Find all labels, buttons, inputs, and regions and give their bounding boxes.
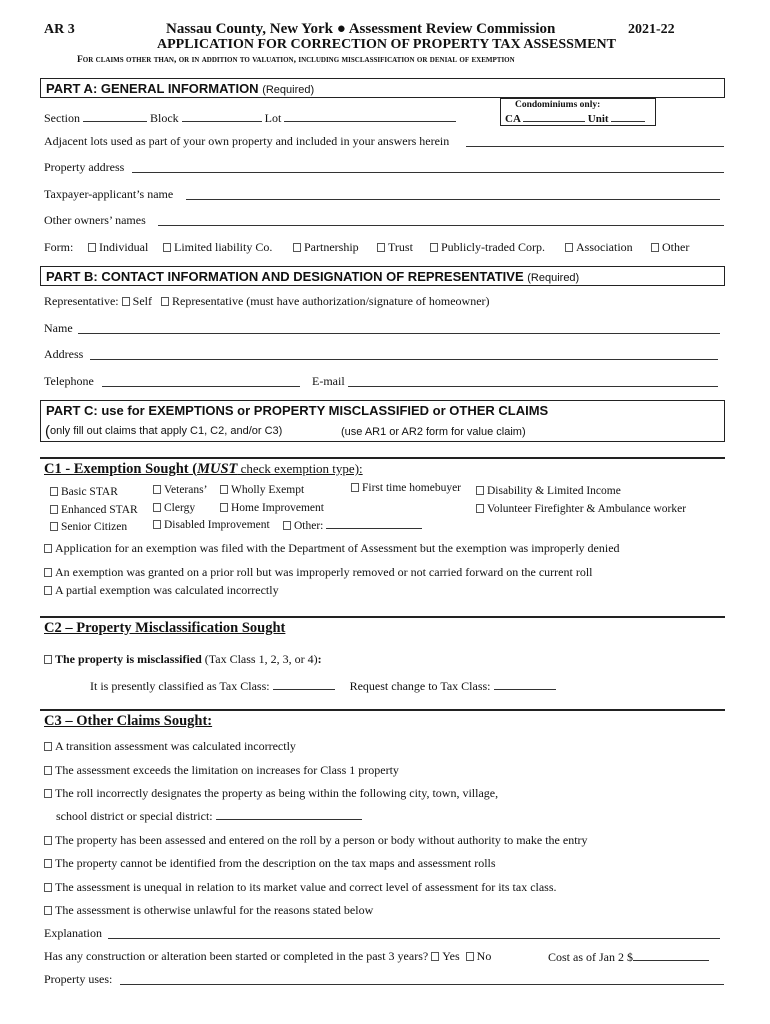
telephone-label: Telephone xyxy=(44,374,94,388)
c1-divider xyxy=(40,457,725,459)
c3-school-row xyxy=(56,808,362,824)
c3-claim-authority[interactable]: The property has been assessed and entered on the roll by a person or body without authority to make the entry xyxy=(44,833,588,848)
property-uses-label: Property uses: xyxy=(44,972,113,986)
checkbox-icon[interactable] xyxy=(153,485,161,494)
other-owners-field[interactable] xyxy=(158,225,724,226)
checkbox-icon[interactable] xyxy=(283,521,291,530)
checkbox-icon[interactable] xyxy=(44,586,52,595)
form-title: APPLICATION FOR CORRECTION OF PROPERTY TAX ASSESSMENT xyxy=(157,37,616,52)
c3-school-label: school district or special district: xyxy=(56,809,213,823)
checkbox-icon[interactable] xyxy=(50,487,58,496)
c1-volunteer-firefighter[interactable]: Volunteer Firefighter & Ambulance worker xyxy=(476,500,686,518)
c2-request-field[interactable] xyxy=(494,678,556,690)
checkbox-icon[interactable] xyxy=(651,243,659,252)
c2-misclassified[interactable]: The property is misclassified (Tax Class 1, 2, 3, or 4): xyxy=(44,652,322,667)
checkbox-icon[interactable] xyxy=(50,505,58,514)
name-label: Name xyxy=(44,321,73,335)
checkbox-icon[interactable] xyxy=(44,789,52,798)
taxpayer-label: Taxpayer-applicant’s name xyxy=(44,187,174,201)
part-c-note-right: (use AR1 or AR2 form for value claim) xyxy=(341,426,526,438)
cost-label: Cost as of Jan 2 $ xyxy=(548,950,633,964)
checkbox-icon[interactable] xyxy=(44,836,52,845)
c1-disabled-improvement[interactable]: Disabled Improvement xyxy=(153,517,270,535)
c1-home-improvement[interactable]: Home Improvement xyxy=(220,500,422,518)
checkbox-icon[interactable] xyxy=(220,485,228,494)
part-a-header xyxy=(40,78,725,98)
c3-claim-unequal[interactable]: The assessment is unequal in relation to its market value and correct level of assessment for its tax class. xyxy=(44,880,557,895)
c1-basic-star[interactable]: Basic STAR xyxy=(50,484,138,502)
checkbox-icon[interactable] xyxy=(50,522,58,531)
checkbox-icon[interactable] xyxy=(377,243,385,252)
representative-row xyxy=(44,294,490,309)
checkbox-icon[interactable] xyxy=(122,297,130,306)
rep-self-option: Self xyxy=(132,294,152,308)
c1-first-time-homebuyer[interactable]: First time homebuyer xyxy=(351,482,461,494)
condo-unit-field[interactable] xyxy=(611,112,645,122)
form-type-label: Form: xyxy=(44,240,74,254)
c3-claim-identified[interactable]: The property cannot be identified from the description on the tax maps and assessment rolls xyxy=(44,856,496,871)
other-owners-label: Other owners’ names xyxy=(44,213,146,227)
checkbox-icon[interactable] xyxy=(466,952,474,961)
form-option-individual[interactable]: Individual xyxy=(88,240,148,255)
form-option-trust[interactable]: Trust xyxy=(377,240,413,255)
c3-claim-designation[interactable]: The roll incorrectly designates the property as being within the following city, town, village, xyxy=(44,786,498,801)
address-label: Address xyxy=(44,347,84,361)
lot-label: Lot xyxy=(264,111,282,125)
c3-claim-limitation[interactable]: The assessment exceeds the limitation on increases for Class 1 property xyxy=(44,763,399,778)
form-subtitle: For claims other than, or in addition to valuation, including misclassification or denial of exemption xyxy=(77,55,515,65)
cost-row xyxy=(548,949,709,965)
checkbox-icon[interactable] xyxy=(220,503,228,512)
checkbox-icon[interactable] xyxy=(565,243,573,252)
checkbox-icon[interactable] xyxy=(44,655,52,664)
c1-title: C1 - Exemption Sought (MUST check exemption type): xyxy=(44,461,363,477)
checkbox-icon[interactable] xyxy=(153,520,161,529)
condo-ca-field[interactable] xyxy=(523,112,585,122)
sbl-row xyxy=(44,110,456,126)
c3-school-field[interactable] xyxy=(216,808,362,820)
lot-field[interactable] xyxy=(284,110,456,122)
c1-clergy[interactable]: Clergy xyxy=(153,500,270,518)
taxpayer-field[interactable] xyxy=(186,199,720,200)
c1-col-1 xyxy=(50,484,138,537)
telephone-field[interactable] xyxy=(102,386,300,387)
checkbox-icon[interactable] xyxy=(44,742,52,751)
checkbox-icon[interactable] xyxy=(88,243,96,252)
email-label: E-mail xyxy=(312,374,345,388)
name-field[interactable] xyxy=(78,333,720,334)
checkbox-icon[interactable] xyxy=(161,297,169,306)
form-year: 2021-22 xyxy=(628,22,675,37)
form-option-partnership[interactable]: Partnership xyxy=(293,240,359,255)
block-label: Block xyxy=(150,111,179,125)
explanation-label: Explanation xyxy=(44,926,102,940)
checkbox-icon[interactable] xyxy=(476,486,484,495)
form-option-public-corp[interactable]: Publicly-traded Corp. xyxy=(430,240,545,255)
c3-claim-unlawful[interactable]: The assessment is otherwise unlawful for the reasons stated below xyxy=(44,903,373,918)
c2-class-row xyxy=(90,678,556,694)
c1-other-field[interactable] xyxy=(326,517,422,529)
checkbox-icon[interactable] xyxy=(44,883,52,892)
c2-title: C2 – Property Misclassification Sought xyxy=(44,620,286,636)
part-a-required: (Required) xyxy=(262,84,315,96)
adjacent-field[interactable] xyxy=(466,146,724,147)
checkbox-icon[interactable] xyxy=(153,503,161,512)
c1-col-5 xyxy=(476,482,686,518)
part-a-title: PART A: GENERAL INFORMATION xyxy=(46,81,259,96)
rep-other-option: Representative (must have authorization/signature of homeowner) xyxy=(171,294,490,308)
form-option-association[interactable]: Association xyxy=(565,240,633,255)
property-address-label: Property address xyxy=(44,160,125,174)
c1-enhanced-star[interactable]: Enhanced STAR xyxy=(50,502,138,520)
condo-box xyxy=(500,98,656,126)
representative-label: Representative: xyxy=(44,294,119,308)
c1-claim-partial[interactable]: A partial exemption was calculated incorrectly xyxy=(44,583,279,598)
c1-wholly-exempt[interactable]: Wholly Exempt xyxy=(220,482,422,500)
construction-yes: Yes xyxy=(442,949,460,963)
c2-divider xyxy=(40,616,725,618)
c3-claim-transition[interactable]: A transition assessment was calculated incorrectly xyxy=(44,739,296,754)
email-field[interactable] xyxy=(348,386,718,387)
c1-veterans[interactable]: Veterans’ xyxy=(153,482,270,500)
condo-title: Condominiums only: xyxy=(515,100,601,110)
section-label: Section xyxy=(44,111,80,125)
construction-question: Has any construction or alteration been started or completed in the past 3 years? xyxy=(44,949,429,963)
address-field[interactable] xyxy=(90,359,718,360)
c1-other[interactable]: Other: xyxy=(283,517,422,536)
agency-title: Nassau County, New York ● Assessment Review Commission xyxy=(166,21,556,37)
part-c-note-left: only fill out claims that apply C1, C2, and/or C3) xyxy=(50,425,283,437)
checkbox-icon[interactable] xyxy=(430,243,438,252)
property-uses-field[interactable] xyxy=(120,984,724,985)
checkbox-icon[interactable] xyxy=(351,483,359,492)
checkbox-icon[interactable] xyxy=(44,544,52,553)
c3-divider xyxy=(40,709,725,711)
construction-row xyxy=(44,949,491,964)
checkbox-icon[interactable] xyxy=(293,243,301,252)
part-c-header: PART C: use for EXEMPTIONS or PROPERTY MISCLASSIFIED or OTHER CLAIMS (only fill out claims that apply C1, C2, and/or C3) (use AR1 or AR2 form for value claim) xyxy=(40,400,725,442)
property-address-field[interactable] xyxy=(132,172,724,173)
c1-claim-removed[interactable]: An exemption was granted on a prior roll but was improperly removed or not carried forward on the current roll xyxy=(44,565,593,580)
cost-field[interactable] xyxy=(633,949,709,961)
c2-request-label: Request change to Tax Class: xyxy=(349,679,491,693)
part-b-header xyxy=(40,266,725,286)
checkbox-icon[interactable] xyxy=(431,952,439,961)
form-id: AR 3 xyxy=(44,22,75,37)
checkbox-icon[interactable] xyxy=(476,504,484,513)
c3-title: C3 – Other Claims Sought: xyxy=(44,713,213,729)
c1-senior-citizen[interactable]: Senior Citizen xyxy=(50,519,138,537)
block-field[interactable] xyxy=(182,110,262,122)
explanation-field[interactable] xyxy=(108,938,720,939)
form-option-llc[interactable]: Limited liability Co. xyxy=(163,240,272,255)
form-option-other[interactable]: Other xyxy=(651,240,689,255)
condo-ca-label: CA xyxy=(505,113,521,125)
condo-unit-label: Unit xyxy=(587,113,609,125)
part-b-title: PART B: CONTACT INFORMATION AND DESIGNATION OF REPRESENTATIVE xyxy=(46,269,524,284)
checkbox-icon[interactable] xyxy=(44,906,52,915)
construction-no: No xyxy=(476,949,492,963)
part-c-title: PART C: use for EXEMPTIONS or PROPERTY MISCLASSIFIED or OTHER CLAIMS xyxy=(46,403,549,418)
c1-disability[interactable]: Disability & Limited Income xyxy=(476,482,686,500)
adjacent-label: Adjacent lots used as part of your own property and included in your answers herein xyxy=(44,134,450,148)
checkbox-icon[interactable] xyxy=(44,568,52,577)
section-field[interactable] xyxy=(83,110,147,122)
c1-claim-denied[interactable]: Application for an exemption was filed with the Department of Assessment but the exemption was improperly denied xyxy=(44,541,620,556)
c2-present-label: It is presently classified as Tax Class: xyxy=(90,679,270,693)
checkbox-icon[interactable] xyxy=(44,859,52,868)
checkbox-icon[interactable] xyxy=(163,243,171,252)
checkbox-icon[interactable] xyxy=(44,766,52,775)
part-b-required: (Required) xyxy=(527,272,580,284)
c2-present-field[interactable] xyxy=(273,678,335,690)
